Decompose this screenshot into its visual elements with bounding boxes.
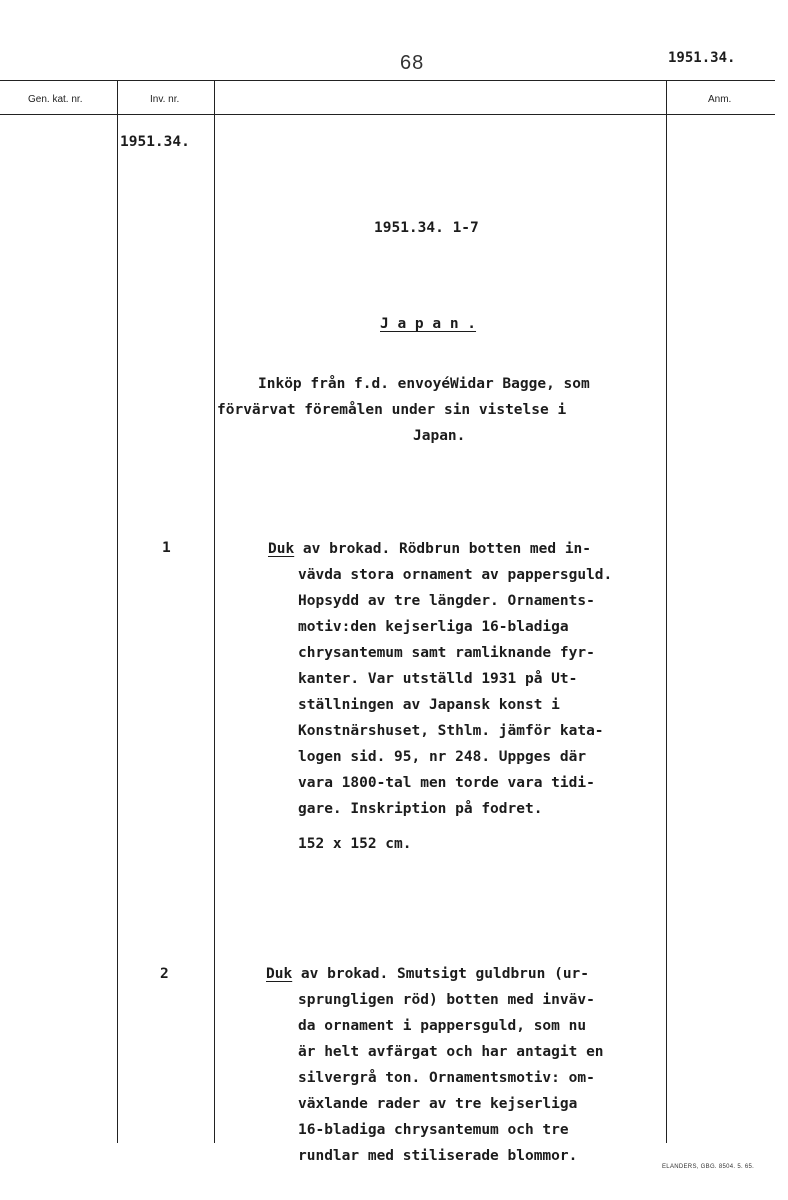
provenance-line-2: förvärvat föremålen under sin vistelse i bbox=[217, 402, 567, 418]
column-header-inv: Inv. nr. bbox=[150, 94, 180, 105]
item-number: 2 bbox=[160, 966, 169, 982]
description-line: gare. Inskription på fodret. bbox=[298, 801, 543, 817]
item-title: Duk bbox=[266, 966, 293, 982]
description-line: 16-bladiga chrysantemum och tre bbox=[298, 1122, 569, 1138]
item-number: 1 bbox=[162, 540, 171, 556]
catalog-id-header: 1951.34. bbox=[668, 50, 736, 66]
printer-mark: ELANDERS, GBG. 8504. 5. 65. bbox=[662, 1164, 755, 1170]
page-number: 68 bbox=[400, 52, 425, 74]
description-line: av brokad. Smutsigt guldbrun (ur- bbox=[292, 966, 590, 982]
provenance-line-1: Inköp från f.d. envoyéWidar Bagge, som bbox=[258, 376, 590, 392]
item-size: 152 x 152 cm. bbox=[298, 836, 412, 852]
provenance-line-3: Japan. bbox=[413, 428, 466, 444]
description-line: ställningen av Japansk konst i bbox=[298, 697, 560, 713]
column-rule-gen-inv bbox=[117, 81, 118, 1143]
description-line: rundlar med stiliserade blommor. bbox=[298, 1148, 578, 1164]
country-heading: J a p a n . bbox=[380, 316, 477, 332]
description-line: motiv:den kejserliga 16-bladiga bbox=[298, 619, 569, 635]
item-description bbox=[266, 966, 676, 1176]
description-line: vara 1800-tal men torde vara tidi- bbox=[298, 775, 595, 791]
description-line: Konstnärshuset, Sthlm. jämför kata- bbox=[298, 723, 604, 739]
description-line: vävda stora ornament av pappersguld. bbox=[298, 567, 613, 583]
description-line: Hopsydd av tre längder. Ornaments- bbox=[298, 593, 595, 609]
column-rule-inv-desc bbox=[214, 81, 215, 1143]
item-description bbox=[268, 541, 668, 821]
description-line: kanter. Var utställd 1931 på Ut- bbox=[298, 671, 578, 687]
description-line: logen sid. 95, nr 248. Uppges där bbox=[298, 749, 587, 765]
description-line: är helt avfärgat och har antagit en bbox=[298, 1044, 604, 1060]
description-line: chrysantemum samt ramliknande fyr- bbox=[298, 645, 595, 661]
description-line: av brokad. Rödbrun botten med in- bbox=[294, 541, 592, 557]
description-line: sprungligen röd) botten med inväv- bbox=[298, 992, 595, 1008]
inventory-number: 1951.34. bbox=[120, 134, 190, 150]
description-line: da ornament i pappersguld, som nu bbox=[298, 1018, 587, 1034]
description-line: silvergrå ton. Ornamentsmotiv: om- bbox=[298, 1070, 595, 1086]
column-header-gen-kat: Gen. kat. nr. bbox=[28, 94, 83, 105]
item-title: Duk bbox=[268, 541, 295, 557]
collection-heading: 1951.34. 1-7 bbox=[374, 220, 479, 236]
column-header-anm: Anm. bbox=[708, 94, 732, 105]
description-line: växlande rader av tre kejserliga bbox=[298, 1096, 578, 1112]
